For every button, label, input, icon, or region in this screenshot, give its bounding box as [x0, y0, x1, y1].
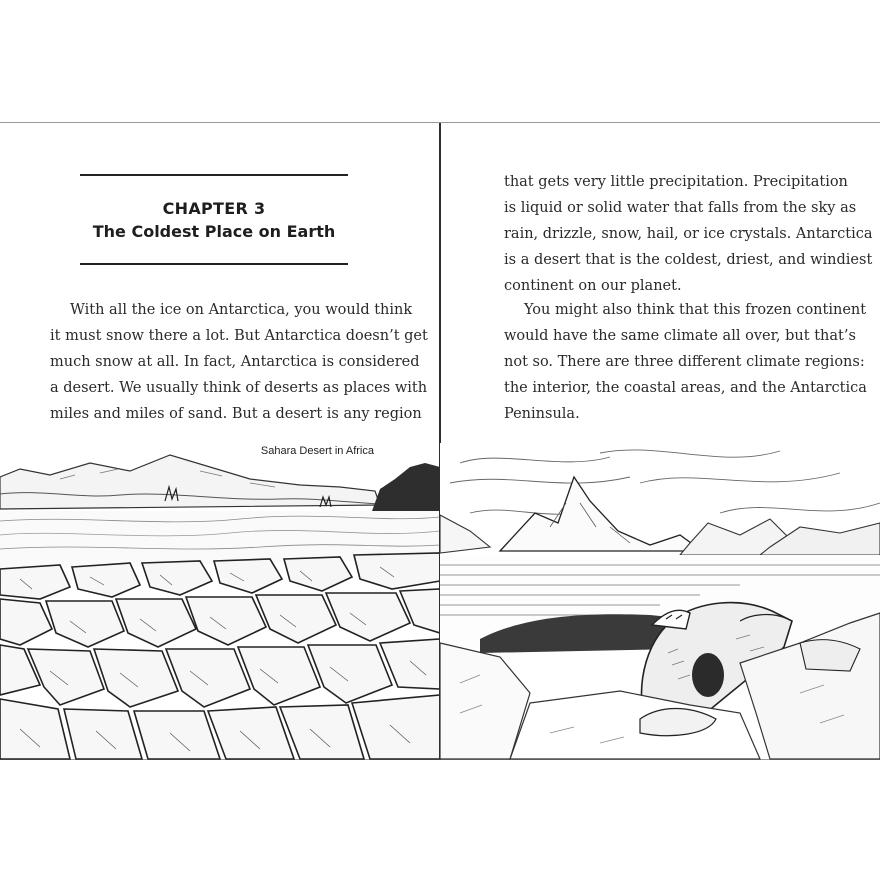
text-line: rain, drizzle, snow, hail, or ice crystals. Antarctica	[504, 226, 873, 242]
text-line: continent on our planet.	[504, 278, 682, 294]
image-caption: Sahara Desert in Africa	[260, 445, 374, 457]
text-line: You might also think that this frozen continent	[524, 302, 867, 318]
text-line: the interior, the coastal areas, and the Antarctica	[504, 380, 867, 396]
text-line: a desert. We usually think of deserts as places with	[50, 380, 428, 396]
right-page	[440, 123, 880, 759]
left-page	[0, 123, 440, 759]
text-line: it must snow there a lot. But Antarctica doesn’t get	[50, 328, 428, 344]
text-line: would have the same climate all over, but that’s	[504, 328, 856, 344]
chapter-label: CHAPTER 3	[162, 199, 266, 218]
sahara-desert-illustration	[0, 449, 440, 759]
text-line: is liquid or solid water that falls from the sky as	[504, 200, 857, 216]
book-spread	[0, 122, 880, 760]
text-line: miles and miles of sand. But a desert is any region	[50, 406, 422, 422]
antarctica-seal-illustration	[440, 443, 880, 759]
chapter-title: The Coldest Place on Earth	[92, 222, 336, 241]
text-line: Peninsula.	[504, 406, 580, 422]
text-line: is a desert that is the coldest, driest, and windiest	[504, 252, 873, 268]
text-line: With all the ice on Antarctica, you would think	[70, 302, 413, 318]
chapter-rule-bottom	[80, 263, 348, 265]
right-paragraph-1	[504, 169, 873, 299]
text-line: much snow at all. In fact, Antarctica is considered	[50, 354, 420, 370]
chapter-rule-top	[80, 174, 348, 176]
left-body-paragraph	[50, 297, 428, 427]
text-line: not so. There are three different climate regions:	[504, 354, 865, 370]
right-paragraph-2	[504, 297, 867, 427]
text-line: that gets very little precipitation. Precipitation	[504, 174, 848, 190]
